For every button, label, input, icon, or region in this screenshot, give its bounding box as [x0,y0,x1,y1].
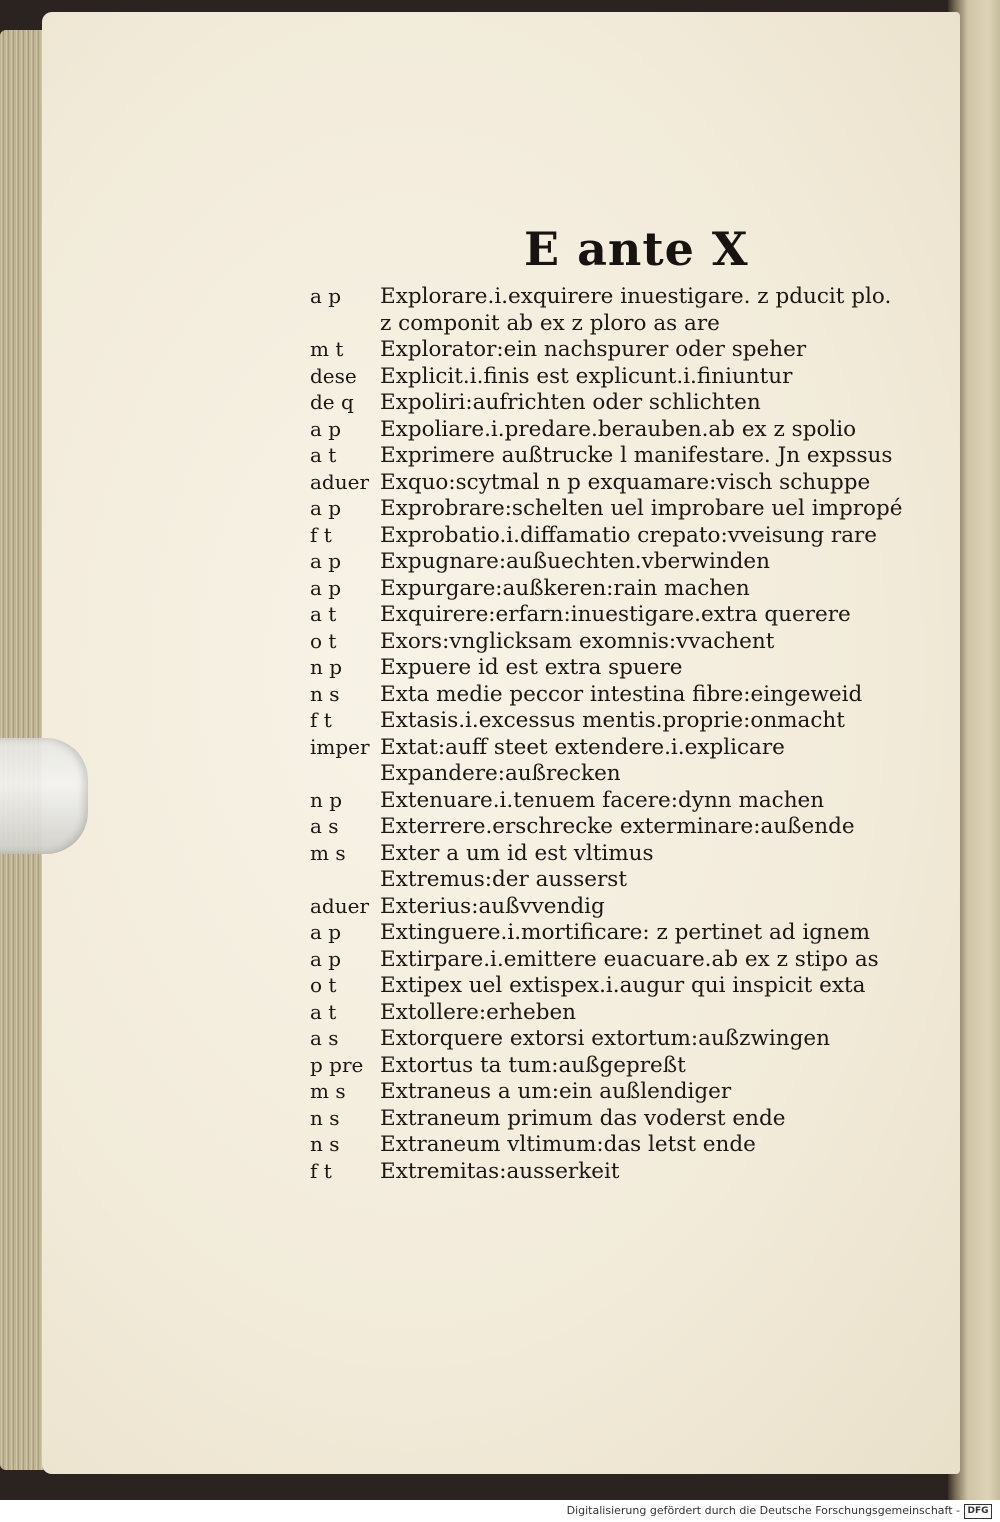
entry-text: Exors:vnglicksam exomnis:vvachent [380,628,775,654]
entry-text: Extasis.i.excessus mentis.proprie:onmacht [380,708,845,733]
entry-row [42,1106,960,1133]
entry-code: m t [310,337,344,361]
entry-code: f t [310,708,332,732]
page-heading: E ante X [524,222,749,276]
entry-text: Exterrere.erschrecke exterminare:außende [380,814,855,839]
entry-row [42,337,960,364]
entry-code: n s [310,681,340,706]
entry-text: Expugnare:außuechten.vberwinden [380,549,771,574]
entry-code: f t [310,1158,332,1183]
entry-row [42,1132,960,1159]
entry-row [42,311,960,338]
entry-code: n p [310,787,343,812]
entry-row [42,1000,960,1027]
entry-text: Expoliare.i.predare.berauben.ab ex z spolio [380,416,857,442]
entry-text: Exter a um id est vltimus [380,840,654,866]
book-page [42,12,960,1474]
entry-row [42,788,960,815]
page-content [42,12,960,1474]
entry-text: Exprobrare:schelten uel improbare uel impropé [380,496,903,521]
dictionary-entries [42,284,960,1185]
entry-row [42,682,960,709]
entry-row [42,629,960,656]
entry-row [42,841,960,868]
entry-code: a p [310,946,342,971]
entry-row [42,470,960,497]
entry-text: Extorquere extorsi extortum:außzwingen [380,1026,830,1051]
entry-text: Extenuare.i.tenuem facere:dynn machen [380,787,825,813]
entry-text: Expuere id est extra spuere [380,655,683,680]
entry-row [42,973,960,1000]
entry-code: f t [310,522,332,547]
entry-text: Explorator:ein nachspurer oder speher [380,337,807,362]
entry-text: Extinguere.i.mortificare: z pertinet ad ignem [380,920,870,945]
entry-code: o t [310,973,337,997]
entry-row [42,443,960,470]
entry-text: Exprimere außtrucke l manifestare. Jn expssus [380,443,893,468]
entry-code: o t [310,628,337,653]
entry-row [42,867,960,894]
entry-text: Explorare.i.exquirere inuestigare. z pducit plo. [380,284,892,309]
entry-code: a s [310,814,339,838]
entry-code: a p [310,496,342,520]
entry-text: Extremitas:ausserkeit [380,1158,620,1184]
entry-row [42,1026,960,1053]
entry-row [42,549,960,576]
entry-code: imper [310,734,370,759]
entry-code: n s [310,1132,340,1156]
entry-row [42,390,960,417]
entry-code: aduer [310,893,370,918]
entry-row [42,920,960,947]
entry-row [42,761,960,788]
entry-code: a t [310,443,337,467]
entry-text: Exprobatio.i.diffamatio crepato:vveisung rare [380,522,878,548]
entry-text: Expandere:außrecken [380,761,621,786]
entry-code: n p [310,655,343,679]
entry-text: Extipex uel extispex.i.augur qui inspicit exta [380,973,866,998]
entry-code: a p [310,920,342,944]
entry-code: a p [310,416,342,441]
entry-code: a p [310,575,342,600]
entry-row [42,602,960,629]
entry-text: Extat:auff steet extendere.i.explicare [380,734,785,760]
dfg-logo: DFG [964,1504,992,1519]
entry-text: Exterius:außvvendig [380,893,605,919]
entry-row [42,284,960,311]
entry-text: Extollere:erheben [380,999,577,1025]
entry-row [42,735,960,762]
entry-text: Expurgare:außkeren:rain machen [380,575,750,601]
entry-code: a t [310,602,337,626]
entry-text: Explicit.i.finis est explicunt.i.finiuntur [380,363,793,389]
entry-row [42,947,960,974]
entry-text: z componit ab ex z ploro as are [380,310,720,336]
entry-code: a p [310,549,342,573]
entry-text: Exquo:scytmal n p exquamare:visch schuppe [380,469,871,495]
entry-code: a p [310,284,342,308]
entry-text: Extremus:der ausserst [380,867,627,892]
entry-code: m s [310,840,346,865]
entry-text: Extraneus a um:ein außlendiger [380,1079,732,1104]
entry-text: Exta medie peccor intestina fibre:eingeweid [380,681,863,707]
bookmark-clip [0,738,88,854]
entry-row [42,576,960,603]
entry-text: Extraneum vltimum:das letst ende [380,1132,756,1157]
entry-row [42,1053,960,1080]
entry-text: Extraneum primum das voderst ende [380,1105,786,1131]
entry-row [42,417,960,444]
entry-code: aduer [310,469,370,494]
entry-row [42,814,960,841]
footer-credit: Digitalisierung gefördert durch die Deutsche Forschungsgemeinschaft - [566,1504,960,1517]
footer-bar [0,1500,1000,1522]
entry-row [42,708,960,735]
entry-row [42,1159,960,1186]
entry-code: a t [310,999,337,1024]
entry-row [42,496,960,523]
entry-code: p pre [310,1052,364,1077]
entry-code: m s [310,1079,346,1103]
entry-code: a s [310,1026,339,1050]
entry-text: Extirpare.i.emittere euacuare.ab ex z stipo as [380,946,879,972]
entry-code: n s [310,1105,340,1130]
entry-text: Expoliri:aufrichten oder schlichten [380,390,761,415]
entry-text: Extortus ta tum:außgepreßt [380,1052,686,1078]
entry-row [42,1079,960,1106]
entry-row [42,364,960,391]
entry-row [42,523,960,550]
entry-row [42,655,960,682]
entry-code: de q [310,390,354,414]
entry-row [42,894,960,921]
entry-code: dese [310,363,357,388]
entry-text: Exquirere:erfarn:inuestigare.extra querere [380,602,851,627]
